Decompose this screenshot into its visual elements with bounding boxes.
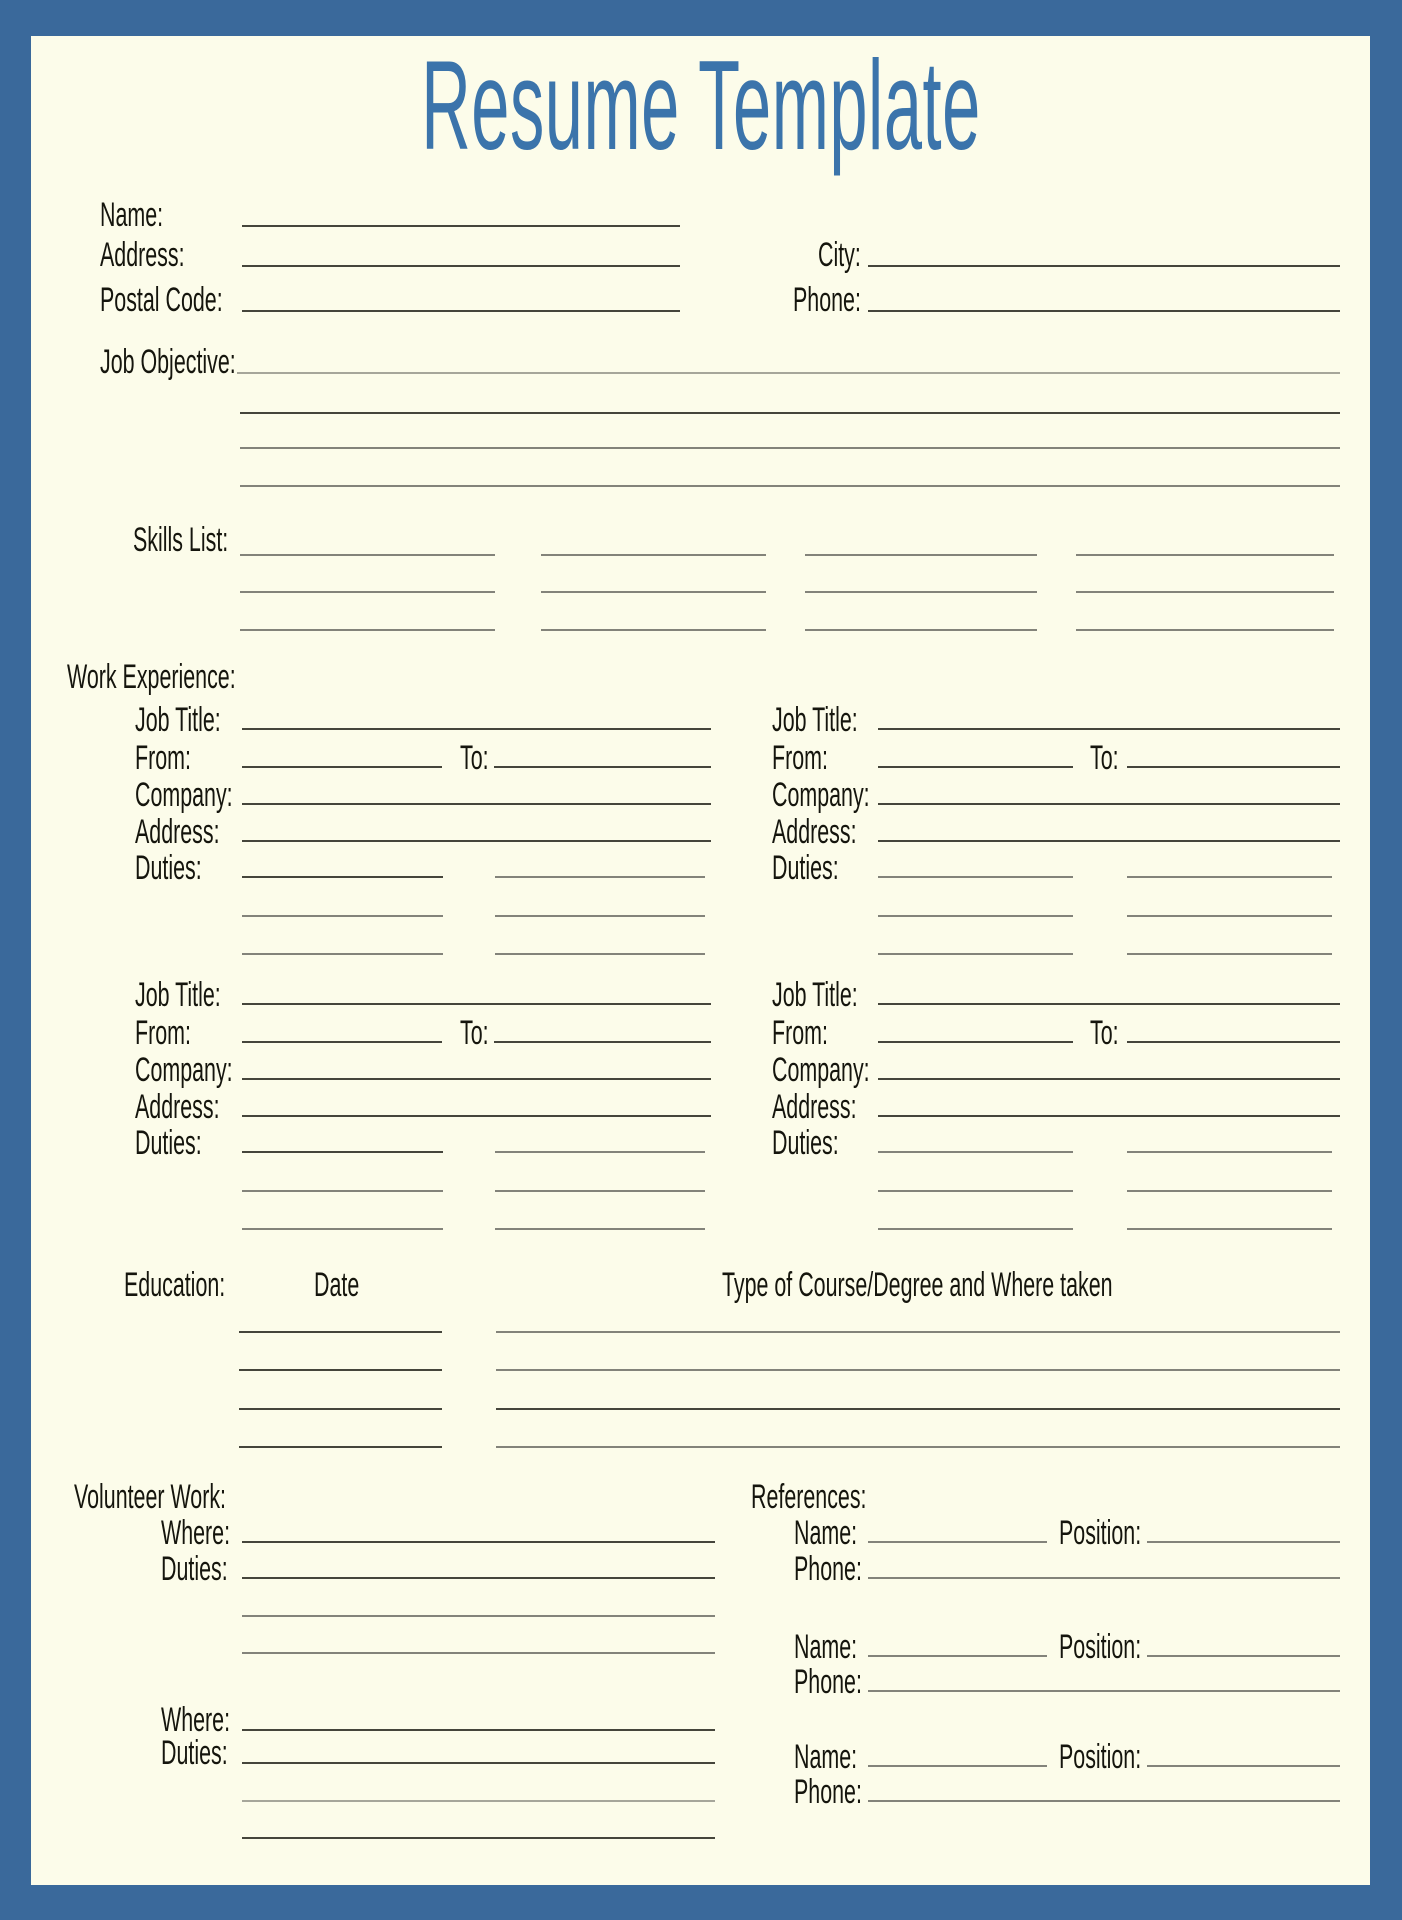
job-title-label: Job Title: [772, 976, 858, 1014]
job-objective-blank-line [240, 485, 1340, 487]
address-label: Address: [135, 1088, 220, 1126]
reference-position-label: Position: [1059, 1514, 1142, 1552]
from-label: From: [135, 1014, 191, 1052]
city-label: City: [818, 236, 861, 274]
postal-code-label: Postal Code: [100, 281, 223, 319]
education-course-blank-line [496, 1331, 1340, 1333]
job-title-blank-line [242, 1003, 711, 1005]
reference-name-blank-line [868, 1655, 1047, 1657]
education-date-blank-line [239, 1446, 442, 1448]
duties-blank-line [878, 1228, 1073, 1230]
to-blank-line [1127, 766, 1340, 768]
duties-blank-line [1127, 915, 1332, 917]
volunteer-blank-line [242, 1837, 715, 1839]
job-objective-label: Job Objective: [100, 343, 236, 381]
education-date-blank-line [239, 1331, 442, 1333]
job-title-label: Job Title: [135, 701, 221, 739]
reference-position-blank-line [1147, 1541, 1340, 1543]
company-blank-line [878, 803, 1340, 805]
company-label: Company: [772, 776, 870, 814]
duties-blank-line [1127, 876, 1332, 878]
duties-blank-line [1127, 1228, 1332, 1230]
to-blank-line [1127, 1041, 1340, 1043]
company-label: Company: [772, 1051, 870, 1089]
duties-blank-line [495, 876, 705, 878]
education-date-blank-line [239, 1369, 442, 1371]
duties-blank-line [242, 915, 443, 917]
reference-phone-label: Phone: [794, 1550, 862, 1588]
job-title-label: Job Title: [772, 701, 858, 739]
from-blank-line [878, 1041, 1073, 1043]
duties-blank-line [242, 876, 443, 878]
to-label: To: [1090, 1014, 1119, 1052]
duties-label: Duties: [135, 849, 202, 887]
volunteer-blank-line [242, 1615, 715, 1617]
volunteer-work-heading: Volunteer Work: [74, 1478, 227, 1516]
from-label: From: [135, 739, 191, 777]
to-label: To: [1090, 739, 1119, 777]
duties-blank-line [878, 876, 1073, 878]
duties-blank-line [495, 953, 705, 955]
to-blank-line [494, 766, 711, 768]
duties-blank-line [242, 1190, 443, 1192]
skills-blank-line [1076, 629, 1334, 631]
company-blank-line [242, 803, 711, 805]
education-date-blank-line [239, 1408, 442, 1410]
duties-blank-line [1127, 1151, 1332, 1153]
references-heading: References: [751, 1478, 867, 1516]
job-title-blank-line [242, 728, 711, 730]
volunteer-duties-label: Duties: [161, 1550, 228, 1588]
from-blank-line [878, 766, 1073, 768]
reference-position-label: Position: [1059, 1628, 1142, 1666]
phone-label: Phone: [793, 281, 861, 319]
skills-blank-line [1076, 554, 1334, 556]
volunteer-where-label: Where: [161, 1514, 231, 1552]
education-course-header: Type of Course/Degree and Where taken [722, 1266, 1113, 1304]
skills-blank-line [541, 629, 766, 631]
address-blank-line [242, 840, 711, 842]
duties-blank-line [878, 953, 1073, 955]
name-label: Name: [100, 196, 164, 234]
work-experience-heading: Work Experience: [67, 658, 236, 696]
address-label: Address: [100, 236, 185, 274]
reference-name-label: Name: [794, 1514, 858, 1552]
company-blank-line [242, 1078, 711, 1080]
skills-blank-line [1076, 591, 1334, 593]
company-blank-line [878, 1078, 1340, 1080]
reference-position-label: Position: [1059, 1738, 1142, 1776]
job-objective-blank-line [240, 412, 1340, 414]
duties-label: Duties: [772, 1124, 839, 1162]
duties-blank-line [878, 915, 1073, 917]
address-label: Address: [772, 813, 857, 851]
skills-list-label: Skills List: [133, 521, 229, 559]
volunteer-where-blank-line [242, 1729, 715, 1731]
education-date-header: Date [314, 1266, 360, 1304]
address-blank-line [878, 1115, 1340, 1117]
from-label: From: [772, 1014, 828, 1052]
name-blank-line [242, 225, 680, 227]
skills-blank-line [240, 554, 495, 556]
page-title: Resume Template [421, 34, 981, 176]
duties-blank-line [878, 1190, 1073, 1192]
reference-phone-blank-line [868, 1690, 1340, 1692]
volunteer-blank-line [242, 1652, 715, 1654]
company-label: Company: [135, 776, 233, 814]
volunteer-duties-blank-line [242, 1577, 715, 1579]
reference-phone-label: Phone: [794, 1773, 862, 1811]
job-objective-blank-line [237, 372, 1340, 374]
duties-blank-line [495, 1228, 705, 1230]
education-course-blank-line [496, 1446, 1340, 1448]
volunteer-duties-blank-line [242, 1762, 715, 1764]
to-label: To: [460, 739, 489, 777]
reference-phone-blank-line [868, 1800, 1340, 1802]
job-objective-blank-line [240, 447, 1340, 449]
skills-blank-line [240, 591, 495, 593]
duties-blank-line [242, 953, 443, 955]
address-blank-line [242, 265, 680, 267]
address-label: Address: [772, 1088, 857, 1126]
from-label: From: [772, 739, 828, 777]
reference-name-label: Name: [794, 1628, 858, 1666]
duties-blank-line [878, 1151, 1073, 1153]
job-title-blank-line [878, 728, 1340, 730]
duties-blank-line [242, 1151, 443, 1153]
education-course-blank-line [496, 1369, 1340, 1371]
education-heading: Education: [124, 1266, 226, 1304]
skills-blank-line [541, 554, 766, 556]
volunteer-where-label: Where: [161, 1701, 231, 1739]
city-blank-line [868, 265, 1340, 267]
duties-blank-line [495, 915, 705, 917]
skills-blank-line [240, 629, 495, 631]
reference-position-blank-line [1147, 1655, 1340, 1657]
postal-code-blank-line [242, 310, 680, 312]
reference-name-blank-line [868, 1541, 1047, 1543]
duties-label: Duties: [772, 849, 839, 887]
duties-blank-line [242, 1228, 443, 1230]
page-background [31, 36, 1370, 1885]
address-blank-line [878, 840, 1340, 842]
reference-name-label: Name: [794, 1738, 858, 1776]
volunteer-where-blank-line [242, 1541, 715, 1543]
duties-blank-line [1127, 953, 1332, 955]
job-title-blank-line [878, 1003, 1340, 1005]
duties-blank-line [495, 1151, 705, 1153]
duties-blank-line [1127, 1190, 1332, 1192]
education-course-blank-line [496, 1408, 1340, 1410]
reference-position-blank-line [1147, 1765, 1340, 1767]
duties-blank-line [495, 1190, 705, 1192]
to-label: To: [460, 1014, 489, 1052]
company-label: Company: [135, 1051, 233, 1089]
from-blank-line [242, 766, 442, 768]
reference-phone-blank-line [868, 1577, 1340, 1579]
reference-name-blank-line [868, 1765, 1047, 1767]
skills-blank-line [805, 629, 1037, 631]
skills-blank-line [805, 554, 1037, 556]
skills-blank-line [805, 591, 1037, 593]
duties-label: Duties: [135, 1124, 202, 1162]
volunteer-duties-label: Duties: [161, 1734, 228, 1772]
address-label: Address: [135, 813, 220, 851]
volunteer-blank-line [242, 1800, 715, 1802]
reference-phone-label: Phone: [794, 1663, 862, 1701]
phone-blank-line [868, 310, 1340, 312]
from-blank-line [242, 1041, 442, 1043]
to-blank-line [494, 1041, 711, 1043]
skills-blank-line [541, 591, 766, 593]
job-title-label: Job Title: [135, 976, 221, 1014]
address-blank-line [242, 1115, 711, 1117]
